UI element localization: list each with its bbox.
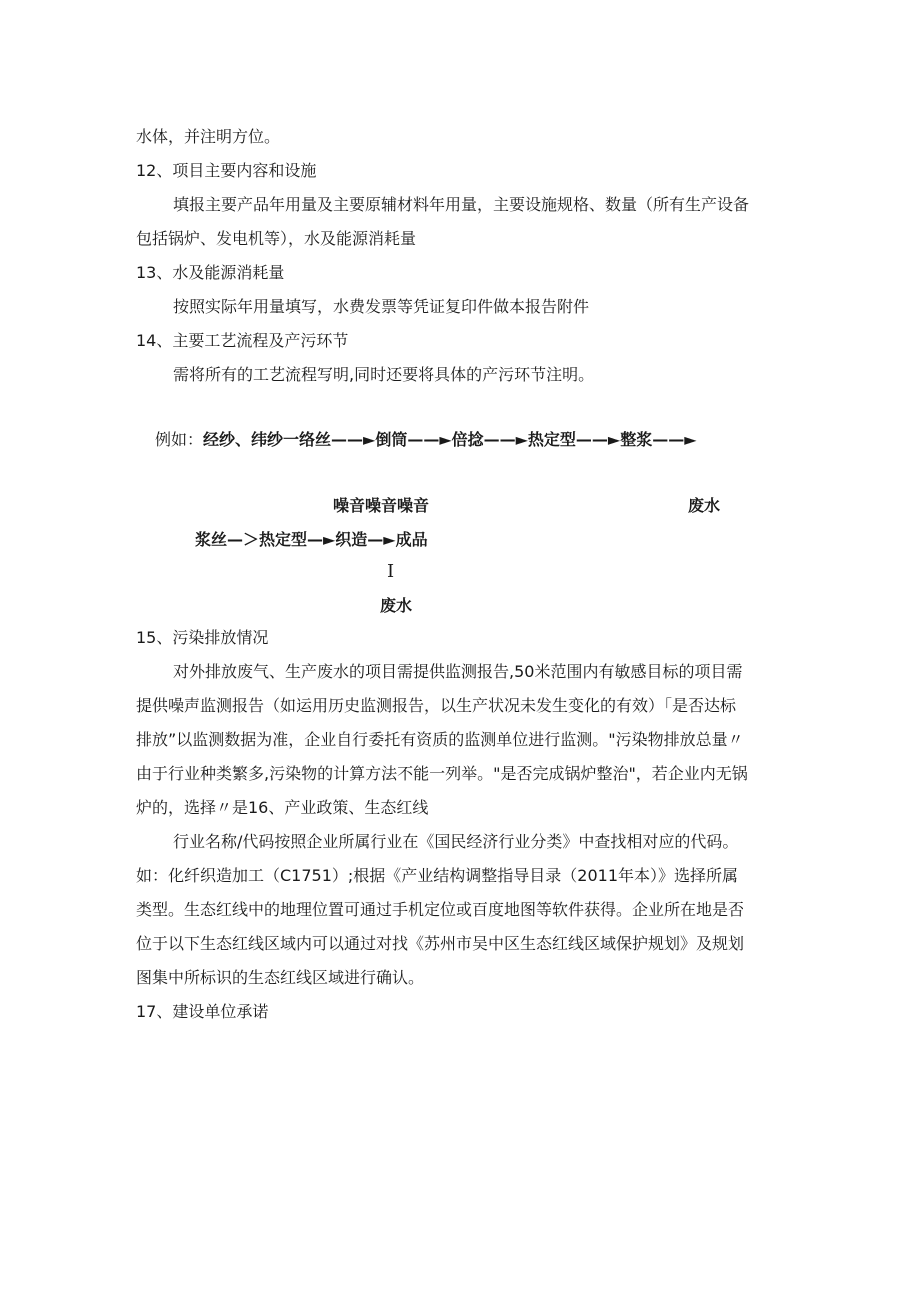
text-line: 炉的，选择〃是16、产业政策、生态红线 <box>136 798 429 817</box>
text-line: 类型。生态红线中的地理位置可通过手机定位或百度地图等软件获得。企业所在地是否 <box>136 900 745 919</box>
text-line: 行业名称/代码按照企业所属行业在《国民经济行业分类》中查找相对应的代码。 <box>173 832 739 851</box>
section-heading-13: 13、水及能源消耗量 <box>136 263 285 282</box>
text-line: 水体，并注明方位。 <box>136 127 281 146</box>
flow-steps-1: 经纱、纬纱一络丝——►倒筒——►倍捻——►热定型——►整浆——► <box>203 430 697 449</box>
section-heading-12: 12、项目主要内容和设施 <box>136 161 317 180</box>
text-line: 由于行业种类繁多,污染物的计算方法不能一列举。"是否完成锅炉整治"，若企业内无锅 <box>136 764 748 783</box>
text-line: 排放”以监测数据为准，企业自行委托有资质的监测单位进行监测。"污染物排放总量〃 <box>136 730 744 749</box>
section-heading-14: 14、主要工艺流程及产污环节 <box>136 331 349 350</box>
wastewater-label: 废水 <box>688 496 721 515</box>
text-line: 对外排放废气、生产废水的项目需提供监测报告,50米范围内有敏感目标的项目需 <box>173 662 743 681</box>
flow-connector-mark: I <box>387 561 395 582</box>
text-line: 填报主要产品年用量及主要原辅材料年用量，主要设施规格、数量（所有生产设备 <box>173 195 750 214</box>
text-line: 按照实际年用量填写，水费发票等凭证复印件做本报告附件 <box>173 297 590 316</box>
noise-label: 噪音噪音噪音 <box>333 496 430 515</box>
section-heading-15: 15、污染排放情况 <box>136 628 269 647</box>
section-heading-17: 17、建设单位承诺 <box>136 1002 269 1021</box>
text-line: 如：化纤织造加工（C1751）;根据《产业结构调整指导目录（2011年本）》选择所属 <box>136 866 739 885</box>
flow-prefix: 例如： <box>155 430 204 449</box>
process-flow-row-1 <box>155 429 697 451</box>
text-line: 需将所有的工艺流程写明,同时还要将具体的产污环节注明。 <box>173 365 595 384</box>
process-flow-row-2: 浆丝—＞热定型—►织造—►成品 <box>195 530 428 549</box>
wastewater-label-2: 废水 <box>380 596 413 615</box>
text-line: 图集中所标识的生态红线区域进行确认。 <box>136 968 425 987</box>
text-line: 提供噪声监测报告（如运用历史监测报告，以生产状况未发生变化的有效）「是否达标 <box>136 696 737 715</box>
text-line: 位于以下生态红线区域内可以通过对找《苏州市吴中区生态红线区域保护规划》及规划 <box>136 934 745 953</box>
text-line: 包括锅炉、发电机等），水及能源消耗量 <box>136 229 417 248</box>
